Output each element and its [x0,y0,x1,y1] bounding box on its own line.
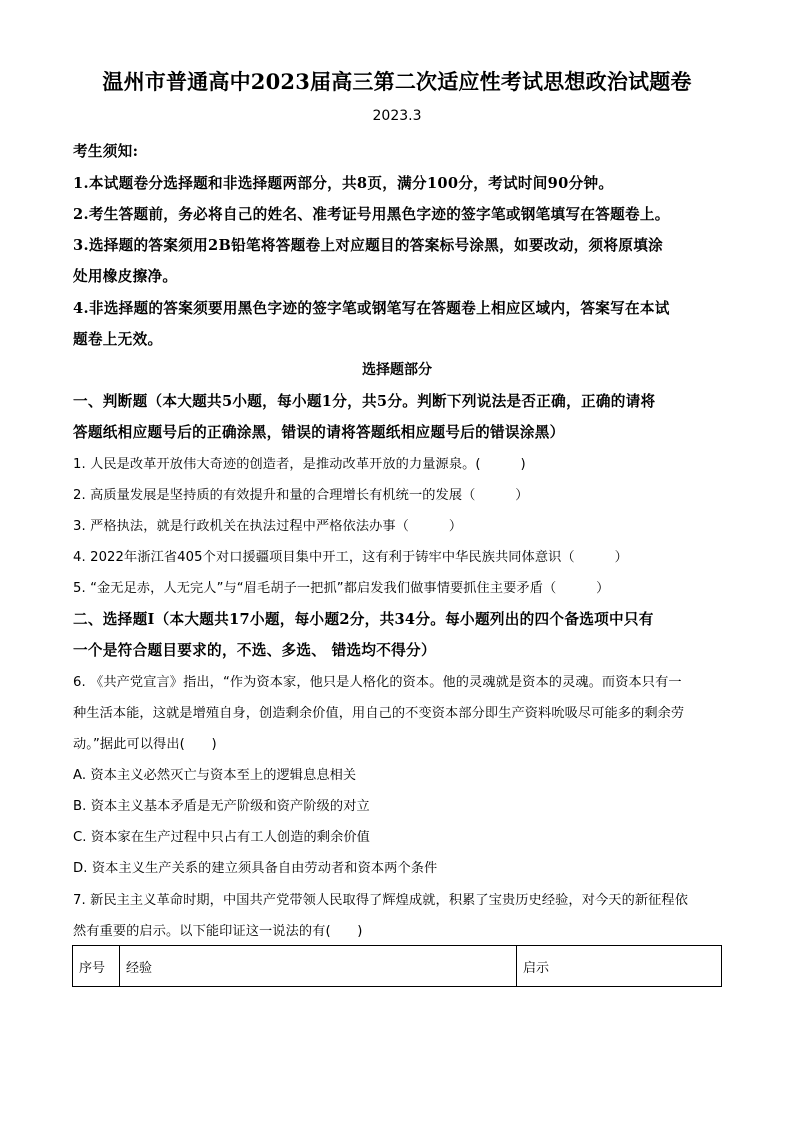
question-6-option-b: B. 资本主义基本矛盾是无产阶级和资产阶级的对立 [73,799,370,814]
table-header-number: 序号 [73,946,120,987]
notice-line-4: 处用橡皮擦净。 [73,268,178,285]
notice-line-3: 3.选择题的答案须用2B铅笔将答题卷上对应题目的答案标号涂黑，如要改动，须将原填涂 [73,237,663,254]
table-header-row [73,946,722,987]
table-header-insight: 启示 [517,946,722,987]
question-6-stem-line-3: 动。”据此可以得出( ) [73,737,217,752]
question-6-option-d: D. 资本主义生产关系的建立须具备自由劳动者和资本两个条件 [73,861,438,876]
question-7-stem-line-1: 7. 新民主主义革命时期，中国共产党带领人民取得了辉煌成就，积累了宝贵历史经验，对今天的新征程依 [73,893,689,908]
question-3: 3. 严格执法，就是行政机关在执法过程中严格依法办事（ ） [73,519,463,534]
section2-heading-line-1: 二、选择题Ⅰ（本大题共17小题，每小题2分，共34分。每小题列出的四个备选项中只有 [73,611,654,628]
section1-heading-line-2: 答题纸相应题号后的正确涂黑，错误的请将答题纸相应题号后的错误涂黑） [73,424,565,441]
part-title: 选择题部分 [362,362,432,378]
question-6-option-a: A. 资本主义必然灭亡与资本至上的逻辑息息相关 [73,768,357,783]
notice-line-1: 1.本试题卷分选择题和非选择题两部分，共8页，满分100分，考试时间90分钟。 [73,175,614,192]
question-6-option-c: C. 资本家在生产过程中只占有工人创造的剩余价值 [73,830,370,845]
table-header-experience: 经验 [120,946,517,987]
question-5: 5. “金无足赤，人无完人”与“眉毛胡子一把抓”都启发我们做事情要抓住主要矛盾（ ） [73,581,610,596]
question-2: 2. 高质量发展是坚持质的有效提升和量的合理增长有机统一的发展（ ） [73,488,529,503]
notice-line-5: 4.非选择题的答案须要用黑色字迹的签字笔或钢笔写在答题卷上相应区域内，答案写在本试 [73,300,670,317]
question-1: 1. 人民是改革开放伟大奇迹的创造者，是推动改革开放的力量源泉。( ) [73,457,526,472]
notice-line-6: 题卷上无效。 [73,331,163,348]
exam-date: 2023.3 [372,108,422,124]
question-7-table [72,945,722,987]
question-6-stem-line-2: 种生活本能，这就是增殖自身，创造剩余价值，用自己的不变资本部分即生产资料吮吸尽可能多的剩余劳 [73,706,685,721]
question-4: 4. 2022年浙江省405个对口援疆项目集中开工，这有利于铸牢中华民族共同体意识（ ） [73,550,628,565]
section1-heading-line-1: 一、判断题（本大题共5小题，每小题1分，共5分。判断下列说法是否正确，正确的请将 [73,393,656,410]
notice-line-2: 2.考生答题前，务必将自己的姓名、准考证号用黑色字迹的签字笔或钢笔填写在答题卷上。 [73,206,670,223]
section2-heading-line-2: 一个是符合题目要求的，不选、多选、 错选均不得分） [73,642,436,659]
notice-heading: 考生须知: [73,143,139,160]
question-6-stem-line-1: 6. 《共产党宣言》指出，“作为资本家，他只是人格化的资本。他的灵魂就是资本的灵魂。而资本只有一 [73,675,682,690]
question-7-stem-line-2: 然有重要的启示。以下能印证这一说法的有( ) [73,924,363,939]
exam-title: 温州市普通高中2023届高三第二次适应性考试思想政治试题卷 [102,69,692,94]
